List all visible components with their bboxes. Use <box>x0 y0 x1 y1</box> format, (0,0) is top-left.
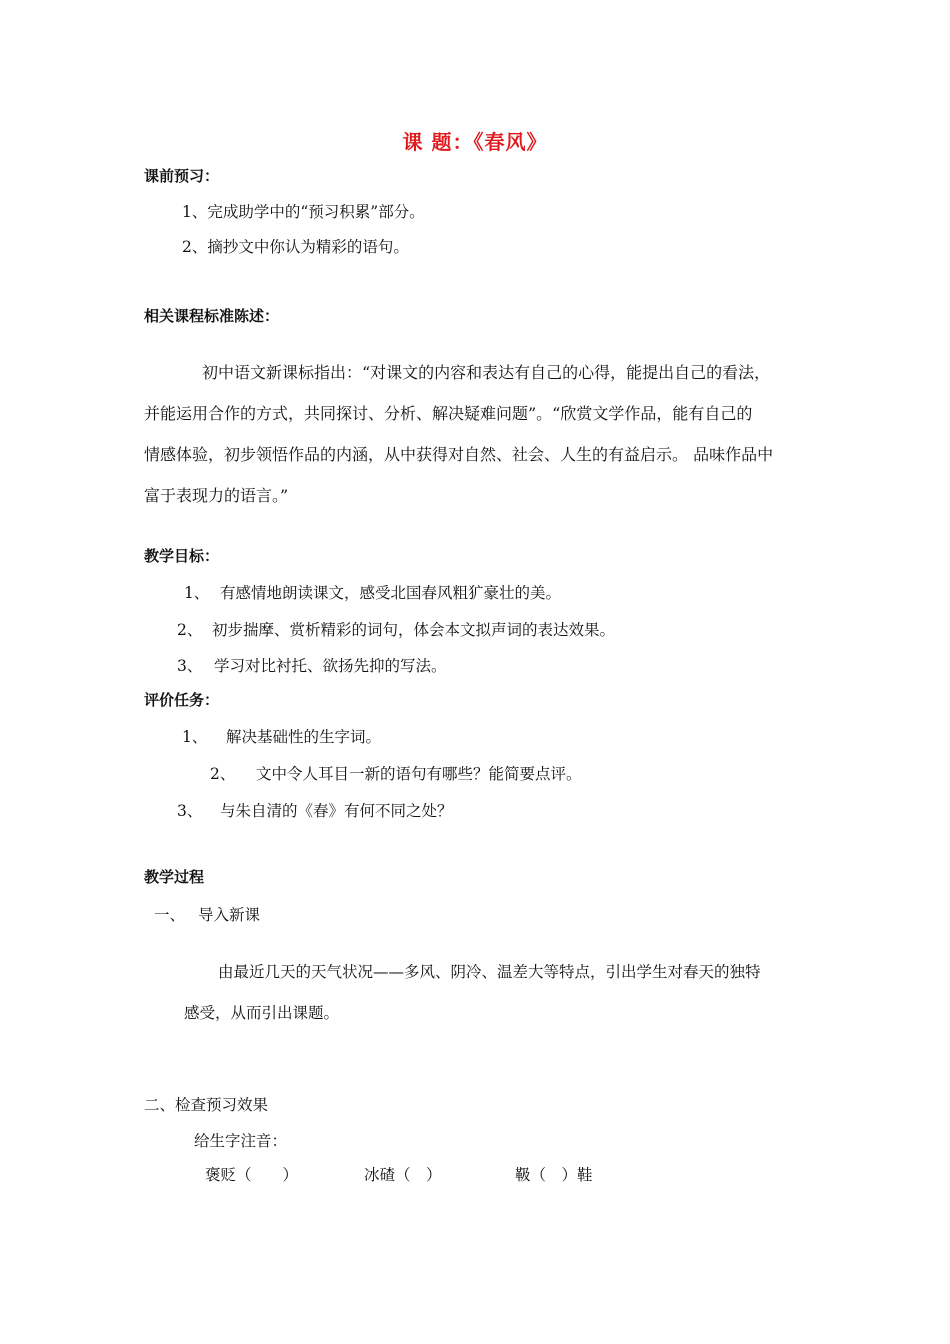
task-text-2: 文中令人耳目一新的语句有哪些？能简要点评。 <box>256 765 582 783</box>
pinyin-word-3: 靸（ ）鞋 <box>515 1166 593 1184</box>
standards-line-3: 情感体验，初步领悟作品的内涵，从中获得对自然、社会、人生的有益启示。 品味作品中 <box>144 445 774 464</box>
step1-line-2: 感受，从而引出课题。 <box>184 1004 340 1022</box>
step2-title: 二、检查预习效果 <box>144 1096 269 1114</box>
goal-text-1: 有感情地朗读课文，感受北国春风粗犷豪壮的美。 <box>220 584 562 602</box>
goal-num-3: 3、 <box>177 657 203 675</box>
goal-text-3: 学习对比衬托、欲扬先抑的写法。 <box>214 657 447 675</box>
step1-num: 一、 <box>154 906 186 924</box>
task-text-3: 与朱自清的《春》有何不同之处？ <box>220 802 453 820</box>
standards-line-2: 并能运用合作的方式，共同探讨、分析、解决疑难问题”。“欣赏文学作品，能有自己的 <box>144 404 753 423</box>
standards-heading: 相关课程标准陈述： <box>144 307 280 325</box>
step2-label: 给生字注音： <box>194 1132 288 1150</box>
pinyin-word-1: 褒贬（ ） <box>205 1166 299 1184</box>
process-heading: 教学过程 <box>144 868 205 886</box>
goals-heading: 教学目标： <box>144 547 220 565</box>
goal-text-2: 初步揣摩、赏析精彩的词句，体会本文拟声词的表达效果。 <box>212 621 616 639</box>
task-num-2: 2、 <box>210 765 236 783</box>
standards-paragraph <box>144 352 773 516</box>
task-num-1: 1、 <box>182 728 208 746</box>
preview-item-1: 1、完成助学中的“预习积累”部分。 <box>182 203 425 221</box>
page-title: 课 题：《春风》 <box>402 130 548 154</box>
preview-heading: 课前预习： <box>144 167 220 185</box>
standards-line-1: 初中语文新课标指出：“对课文的内容和表达有自己的心得，能提出自己的看法， <box>202 363 771 382</box>
task-text-1: 解决基础性的生字词。 <box>226 728 382 746</box>
preview-item-2: 2、摘抄文中你认为精彩的语句。 <box>182 238 409 256</box>
task-num-3: 3、 <box>177 802 203 820</box>
goal-num-2: 2、 <box>177 621 203 639</box>
goal-num-1: 1、 <box>184 584 210 602</box>
pinyin-word-2: 冰碴（ ） <box>364 1166 442 1184</box>
standards-line-4: 富于表现力的语言。” <box>144 486 289 505</box>
step1-title: 导入新课 <box>198 906 261 924</box>
tasks-heading: 评价任务： <box>144 691 220 709</box>
step1-line-1: 由最近几天的天气状况——多风、阴冷、温差大等特点，引出学生对春天的独特 <box>218 963 761 981</box>
